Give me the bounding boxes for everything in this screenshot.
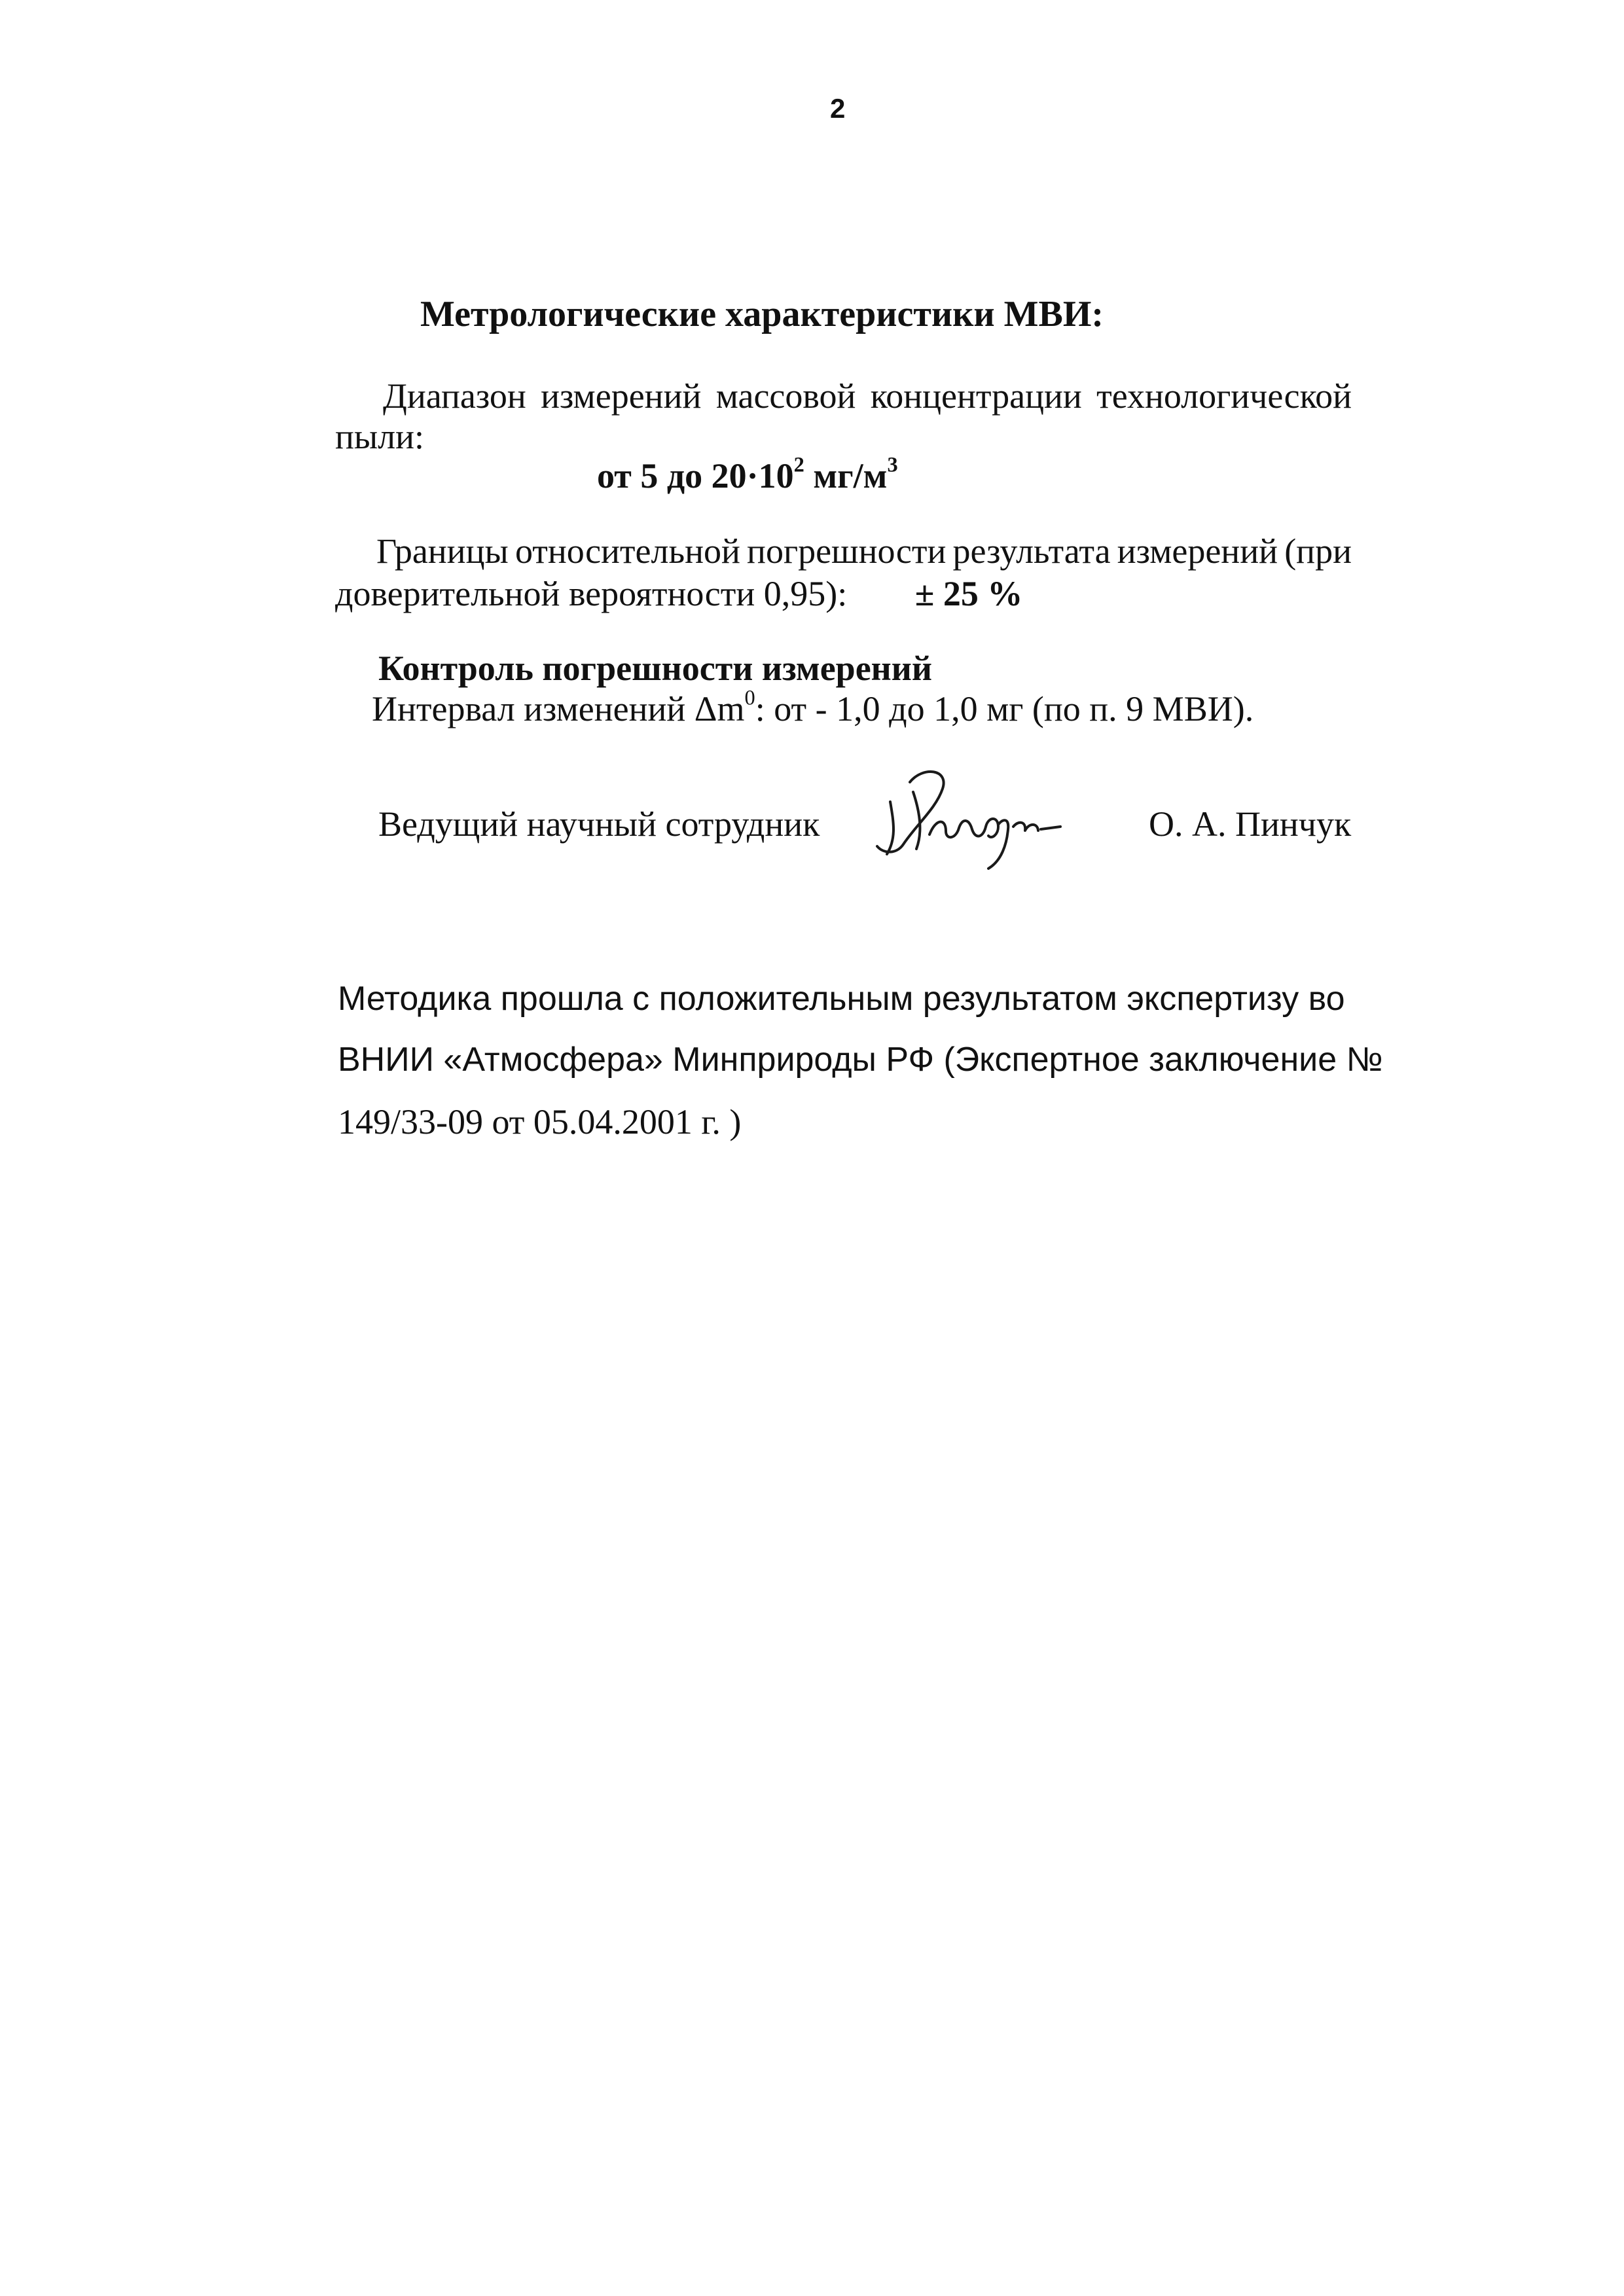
signatory-position: Ведущий научный сотрудник — [378, 804, 820, 844]
interval-exponent: 0 — [744, 686, 755, 710]
error-line-1-word: измерений — [1117, 531, 1278, 571]
error-value: ± 25 % — [914, 574, 1023, 613]
expertise-line-2: ВНИИ «Атмосфера» Минприроды РФ (Экспертное заключение № — [338, 1041, 1383, 1079]
error-line-1-word: результата — [952, 531, 1111, 571]
error-line-1-word: (при — [1284, 531, 1352, 571]
range-value-exponent: 2 — [793, 453, 804, 477]
metrology-heading: Метрологические характеристики МВИ: — [420, 294, 1104, 334]
expertise-line-1: Методика прошла с положительным результатом экспертизу во — [338, 980, 1345, 1018]
range-line-1-word: измерений — [541, 376, 702, 416]
expertise-line-3: 149/33-09 от 05.04.2001 г. ) — [338, 1102, 742, 1141]
interval-suffix: : от - 1,0 до 1,0 мг (по п. 9 МВИ). — [755, 689, 1254, 728]
handwritten-signature-icon — [864, 762, 1074, 874]
error-line-2 — [335, 576, 1022, 611]
range-value-prefix: от 5 до 20·10 — [597, 456, 794, 495]
signatory-name: О. А. Пинчук — [1149, 804, 1352, 844]
range-value-unit: мг/м — [813, 456, 888, 495]
control-interval — [372, 686, 1254, 728]
error-line-1-word: погрешности — [747, 531, 947, 571]
page-number: 2 — [830, 93, 846, 124]
interval-prefix: Интервал изменений Δm — [372, 689, 745, 728]
range-value-unit-exponent: 3 — [887, 453, 898, 477]
range-value — [597, 453, 898, 495]
control-heading: Контроль погрешности измерений — [378, 649, 933, 688]
range-line-2: пыли: — [335, 417, 425, 456]
error-line-1 — [376, 533, 1352, 569]
error-line-1-word: относительной — [514, 531, 740, 571]
error-line-2-text: доверительной вероятности 0,95): — [335, 574, 848, 613]
error-line-1-word: Границы — [376, 531, 509, 571]
range-line-1-word: Диапазон — [383, 376, 526, 416]
range-line-1-word: массовой — [715, 376, 856, 416]
range-line-1 — [383, 378, 1352, 414]
range-line-1-word: концентрации — [870, 376, 1082, 416]
range-line-1-word: технологической — [1096, 376, 1352, 416]
